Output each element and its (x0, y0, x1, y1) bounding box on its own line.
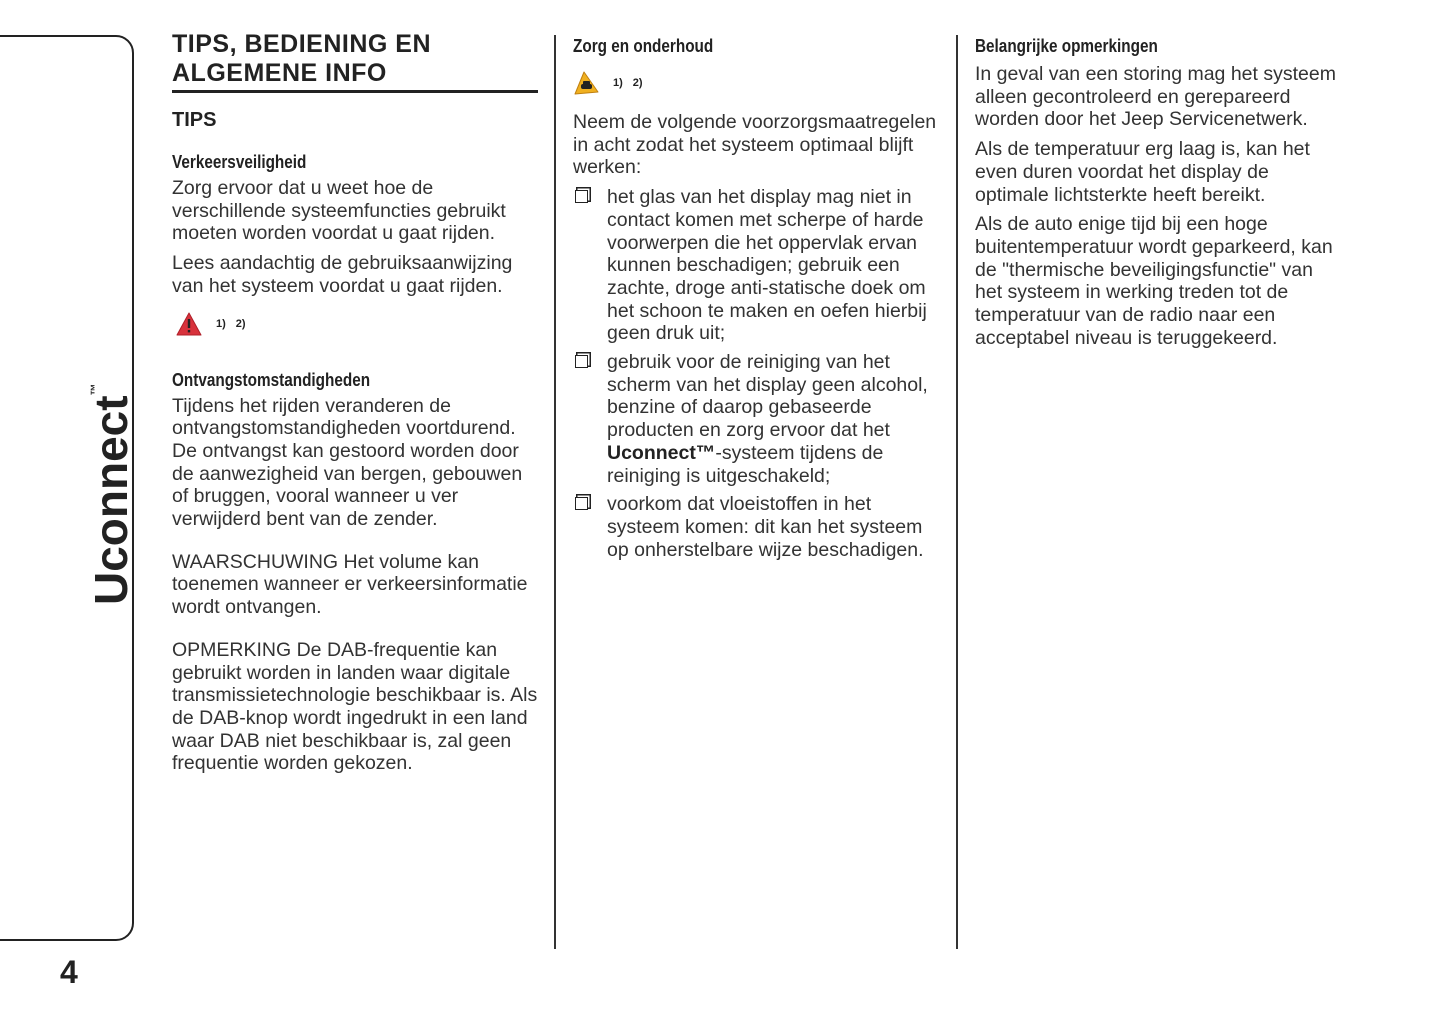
title-rule (172, 90, 538, 93)
section-heading: TIPS (172, 109, 217, 131)
chapter-title: Uconnect (85, 395, 137, 605)
product-name: Uconnect™ (607, 441, 716, 464)
checkbox-bullet-icon (575, 190, 588, 203)
paragraph: Lees aandachtig de gebruiksaanwijzing van het systeem voordat u gaat rijden. (172, 252, 513, 297)
reference-2[interactable]: 2) (632, 77, 643, 89)
text: -systeem tijdens de reiniging is uitgeschakeld; (607, 441, 884, 487)
list-item-text: voorkom dat vloeistoffen in het systeem komen: dit kan het systeem op onherstelbare wijze beschadigen. (607, 493, 924, 561)
list-item-text: het glas van het display mag niet in contact komen met scherpe of harde voorwerpen die het oppervlak ervan kunnen beschadigen; gebruik een zachte, droge anti-statische doek om het schoon te maken en oefen hierbij geen druk uit; (607, 186, 927, 345)
column-divider (554, 35, 556, 949)
subheading-care: Zorg en onderhoud (573, 36, 714, 56)
subheading-reception: Ontvangstomstandigheden (172, 369, 371, 390)
subheading-traffic-safety: Verkeersveiligheid (172, 152, 307, 172)
reference-1[interactable]: 1) (216, 317, 226, 330)
warning-paragraph: WAARSCHUWING Het volume kan toenemen wanneer er verkeersinformatie wordt ontvangen. (172, 550, 528, 619)
subheading-important-notes: Belangrijke opmerkingen (975, 36, 1158, 56)
list-item (573, 493, 938, 561)
checkbox-bullet-icon (575, 355, 588, 368)
paragraph: In geval van een storing mag het systeem alleen gecontroleerd en gerepareerd worden door het Jeep Servicenetwerk. (975, 63, 1336, 131)
paragraph: Als de auto enige tijd bij een hoge buitentemperatuur wordt geparkeerd, kan de "thermische beveiligingsfunctie" van het systeem in werking treden tot de temperatuur van de radio naar een acceptabel niveau is teruggekeerd. (975, 213, 1333, 349)
warning-triangle-icon (176, 312, 202, 336)
caution-references (573, 65, 938, 101)
column-3 (975, 36, 1340, 349)
checkbox-bullet-icon (575, 497, 588, 510)
intro-paragraph: Neem de volgende voorzorgsmaatregelen in acht zodat het systeem optimaal blijft werken: (573, 111, 937, 179)
column-1 (172, 30, 538, 775)
list-item (573, 351, 938, 487)
text: gebruik voor de reiniging van het scherm van het display geen alcohol, benzine of daarop gebaseerde producten en zorg ervoor dat het (607, 351, 928, 442)
reference-2[interactable]: 2) (235, 317, 246, 330)
note-paragraph: OPMERKING De DAB-frequentie kan gebruikt worden in landen waar digitale transmissietechnologie beschikbaar is. Als de DAB-knop wordt ingedrukt in een land waar DAB niet beschikbaar is, zal geen frequentie worden gekozen. (172, 638, 538, 775)
list-item-text (607, 351, 938, 487)
page-title: TIPS, BEDIENING EN ALGEMENE INFO (172, 30, 432, 87)
precautions-list (573, 186, 938, 561)
column-2 (573, 36, 938, 567)
paragraph: Als de temperatuur erg laag is, kan het even duren voordat het display de optimale lichtsterkte heeft bereikt. (975, 138, 1310, 206)
chapter-tab-label (84, 383, 138, 605)
list-item (573, 186, 938, 345)
reference-1[interactable]: 1) (613, 77, 623, 89)
paragraph: Zorg ervoor dat u weet hoe de verschillende systeemfuncties gebruikt moeten worden voordat u gaat rijden. (172, 177, 506, 245)
column-divider (956, 35, 958, 949)
trademark: ™ (88, 383, 102, 396)
warning-references (172, 306, 538, 342)
car-caution-icon (573, 70, 599, 96)
paragraph: Tijdens het rijden veranderen de ontvangstomstandigheden voortdurend. De ontvangst kan gestoord worden door de aanwezigheid van bergen, gebouwen of bruggen, vooral wanneer u ver verwijderd bent van de zender. (172, 394, 523, 531)
page-number: 4 (60, 954, 78, 990)
